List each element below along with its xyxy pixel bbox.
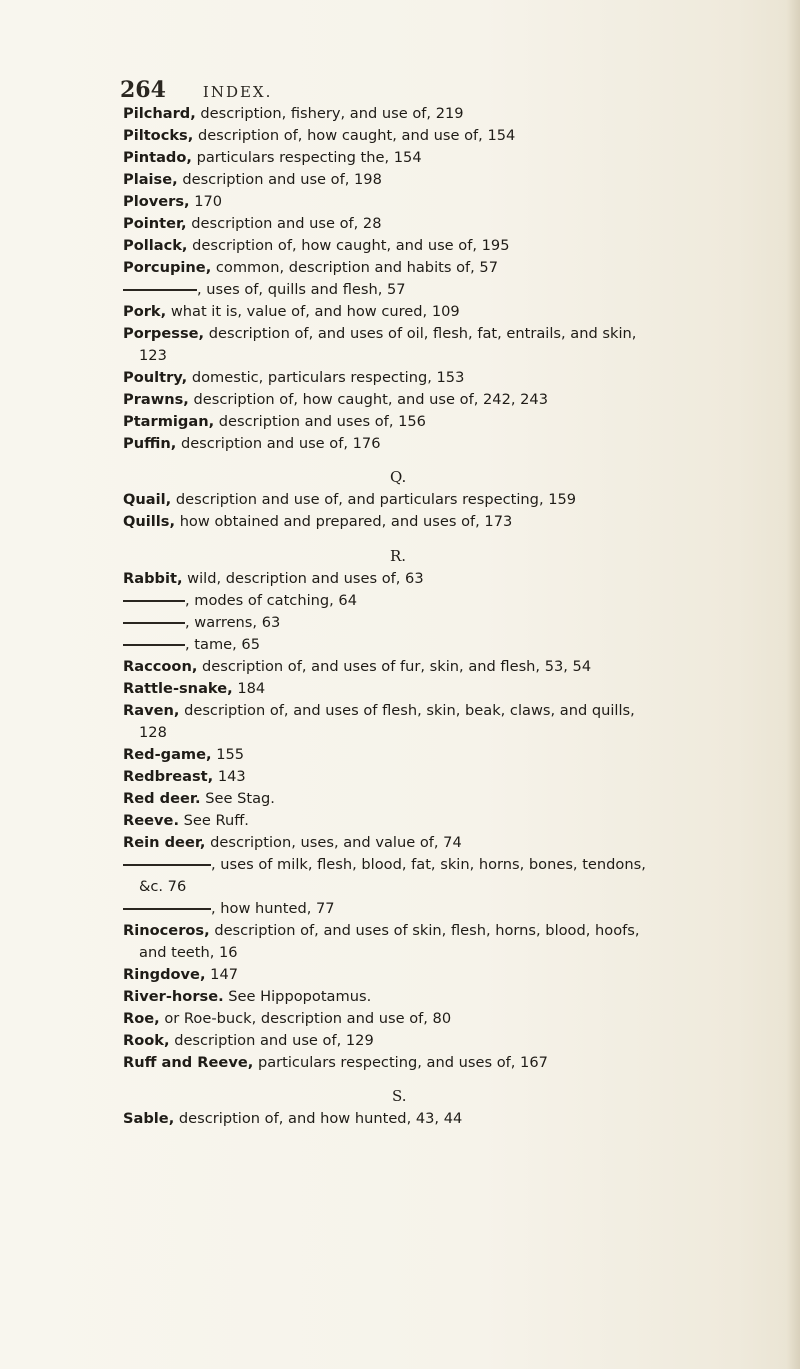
index-entry (123, 811, 249, 831)
entry-text: 147 (210, 966, 239, 983)
entry-head: Ringdove, (123, 966, 206, 983)
ditto-dash (123, 864, 211, 866)
entry-head: Red-game, (123, 746, 212, 763)
entry-text: description, uses, and value of, 74 (210, 834, 462, 851)
entry-head: Roe, (123, 1010, 160, 1027)
ditto-dash (123, 289, 197, 291)
entry-head: Rabbit, (123, 570, 183, 587)
index-entry (123, 126, 515, 146)
index-entry (123, 789, 275, 809)
entry-text: See Ruff. (183, 812, 249, 829)
entry-text: , warrens, 63 (185, 614, 281, 631)
section-letter-s: S. (392, 1087, 407, 1105)
entry-text: &c. 76 (139, 878, 187, 895)
entry-head: Plovers, (123, 193, 190, 210)
entry-text: description of, and uses of fur, skin, and flesh, 53, 54 (202, 658, 592, 675)
section-letter-r: R. (390, 547, 407, 565)
ditto-dash (123, 600, 185, 602)
page-number: 264 (120, 77, 166, 103)
entry-text: description, fishery, and use of, 219 (200, 105, 464, 122)
entry-head: Porpesse, (123, 325, 205, 342)
index-entry (123, 1053, 548, 1073)
entry-text: domestic, particulars respecting, 153 (191, 369, 465, 386)
index-entry (123, 258, 498, 278)
entry-continuation (139, 943, 238, 963)
entry-text: description of, how caught, and use of, 154 (197, 127, 516, 144)
entry-continuation (139, 877, 186, 897)
index-entry (123, 214, 382, 234)
entry-text: , how hunted, 77 (211, 900, 335, 917)
entry-head: Rook, (123, 1032, 170, 1049)
index-entry-sub (123, 591, 357, 611)
index-entry (123, 657, 591, 677)
entry-text: particulars respecting the, 154 (196, 149, 422, 166)
entry-text: description of, and uses of skin, flesh, horns, blood, hoofs, (214, 922, 640, 939)
index-entry (123, 236, 510, 256)
index-entry-sub (123, 899, 335, 919)
entry-text: , modes of catching, 64 (185, 592, 357, 609)
entry-head: Raccoon, (123, 658, 198, 675)
entry-head: Pointer, (123, 215, 187, 232)
entry-text: , uses of, quills and flesh, 57 (197, 281, 406, 298)
entry-text: , tame, 65 (185, 636, 260, 653)
entry-text: 123 (139, 347, 167, 364)
entry-text: description of, how caught, and use of, 195 (192, 237, 510, 254)
entry-head: Piltocks, (123, 127, 194, 144)
entry-text: description of, and how hunted, 43, 44 (178, 1110, 463, 1127)
entry-text: what it is, value of, and how cured, 109 (170, 303, 460, 320)
index-entry-sub (123, 855, 646, 875)
entry-head: Pollack, (123, 237, 188, 254)
entry-head: Pintado, (123, 149, 192, 166)
entry-head: Ptarmigan, (123, 413, 215, 430)
entry-head: Raven, (123, 702, 180, 719)
index-entry (123, 512, 512, 532)
ditto-dash (123, 644, 185, 646)
entry-head: Ruff and Reeve, (123, 1054, 254, 1071)
entry-head: Quail, (123, 491, 172, 508)
index-entry (123, 745, 244, 765)
entry-text: See Stag. (205, 790, 275, 807)
section-letter-q: Q. (390, 468, 407, 486)
entry-head: River-horse. (123, 988, 224, 1005)
entry-head: Pork, (123, 303, 167, 320)
index-entry (123, 170, 382, 190)
entry-text: description and use of, and particulars respecting, 159 (175, 491, 577, 508)
index-entry (123, 490, 576, 510)
entry-head: Plaise, (123, 171, 178, 188)
index-entry (123, 192, 222, 212)
entry-text: description of, how caught, and use of, 242, 243 (193, 391, 548, 408)
index-entry (123, 679, 265, 699)
index-entry (123, 921, 640, 941)
entry-text: description and use of, 129 (174, 1032, 374, 1049)
index-entry (123, 833, 462, 853)
entry-head: Red deer. (123, 790, 201, 807)
entry-text: description and use of, 28 (191, 215, 382, 232)
index-entry (123, 368, 464, 388)
entry-text: how obtained and prepared, and uses of, 173 (179, 513, 513, 530)
index-entry (123, 1109, 462, 1129)
entry-text: common, description and habits of, 57 (215, 259, 498, 276)
index-entry (123, 569, 424, 589)
entry-head: Porcupine, (123, 259, 212, 276)
index-entry (123, 148, 422, 168)
entry-head: Prawns, (123, 391, 189, 408)
page-edge-shadow (786, 0, 800, 1369)
ditto-dash (123, 908, 211, 910)
entry-head: Rattle-snake, (123, 680, 233, 697)
entry-head: Pilchard, (123, 105, 196, 122)
index-entry (123, 1031, 374, 1051)
entry-text: 143 (217, 768, 246, 785)
entry-head: Puffin, (123, 435, 177, 452)
index-entry (123, 1009, 451, 1029)
entry-text: wild, description and uses of, 63 (187, 570, 424, 587)
entry-text: description of, and uses of flesh, skin, beak, claws, and quills, (184, 702, 635, 719)
index-entry (123, 965, 238, 985)
entry-head: Quills, (123, 513, 176, 530)
entry-continuation (139, 723, 167, 743)
entry-head: Redbreast, (123, 768, 214, 785)
entry-text: , uses of milk, flesh, blood, fat, skin, horns, bones, tendons, (211, 856, 646, 873)
entry-continuation (139, 346, 167, 366)
index-entry (123, 302, 460, 322)
index-entry-sub (123, 635, 260, 655)
entry-head: Rinoceros, (123, 922, 210, 939)
entry-text: See Hippopotamus. (228, 988, 372, 1005)
page-header (120, 77, 272, 103)
index-entry-sub (123, 613, 280, 633)
entry-head: Rein deer, (123, 834, 206, 851)
index-entry (123, 767, 246, 787)
index-entry (123, 324, 636, 344)
entry-head: Sable, (123, 1110, 175, 1127)
entry-text: description and use of, 176 (180, 435, 381, 452)
entry-text: description of, and uses of oil, flesh, fat, entrails, and skin, (208, 325, 637, 342)
entry-text: 170 (194, 193, 223, 210)
ditto-dash (123, 622, 185, 624)
entry-head: Reeve. (123, 812, 179, 829)
entry-text: description and uses of, 156 (218, 413, 426, 430)
index-entry (123, 434, 380, 454)
index-entry (123, 412, 426, 432)
entry-text: particulars respecting, and uses of, 167 (257, 1054, 548, 1071)
index-entry-sub (123, 280, 406, 300)
entry-text: 184 (237, 680, 266, 697)
index-entry (123, 104, 464, 124)
index-entry (123, 701, 635, 721)
index-entry (123, 987, 371, 1007)
entry-text: 128 (139, 724, 167, 741)
entry-text: 155 (216, 746, 245, 763)
entry-head: Poultry, (123, 369, 188, 386)
entry-text: and teeth, 16 (139, 944, 238, 961)
index-entry (123, 390, 548, 410)
page-title: INDEX. (202, 83, 273, 101)
entry-text: description and use of, 198 (182, 171, 382, 188)
entry-text: or Roe-buck, description and use of, 80 (164, 1010, 452, 1027)
